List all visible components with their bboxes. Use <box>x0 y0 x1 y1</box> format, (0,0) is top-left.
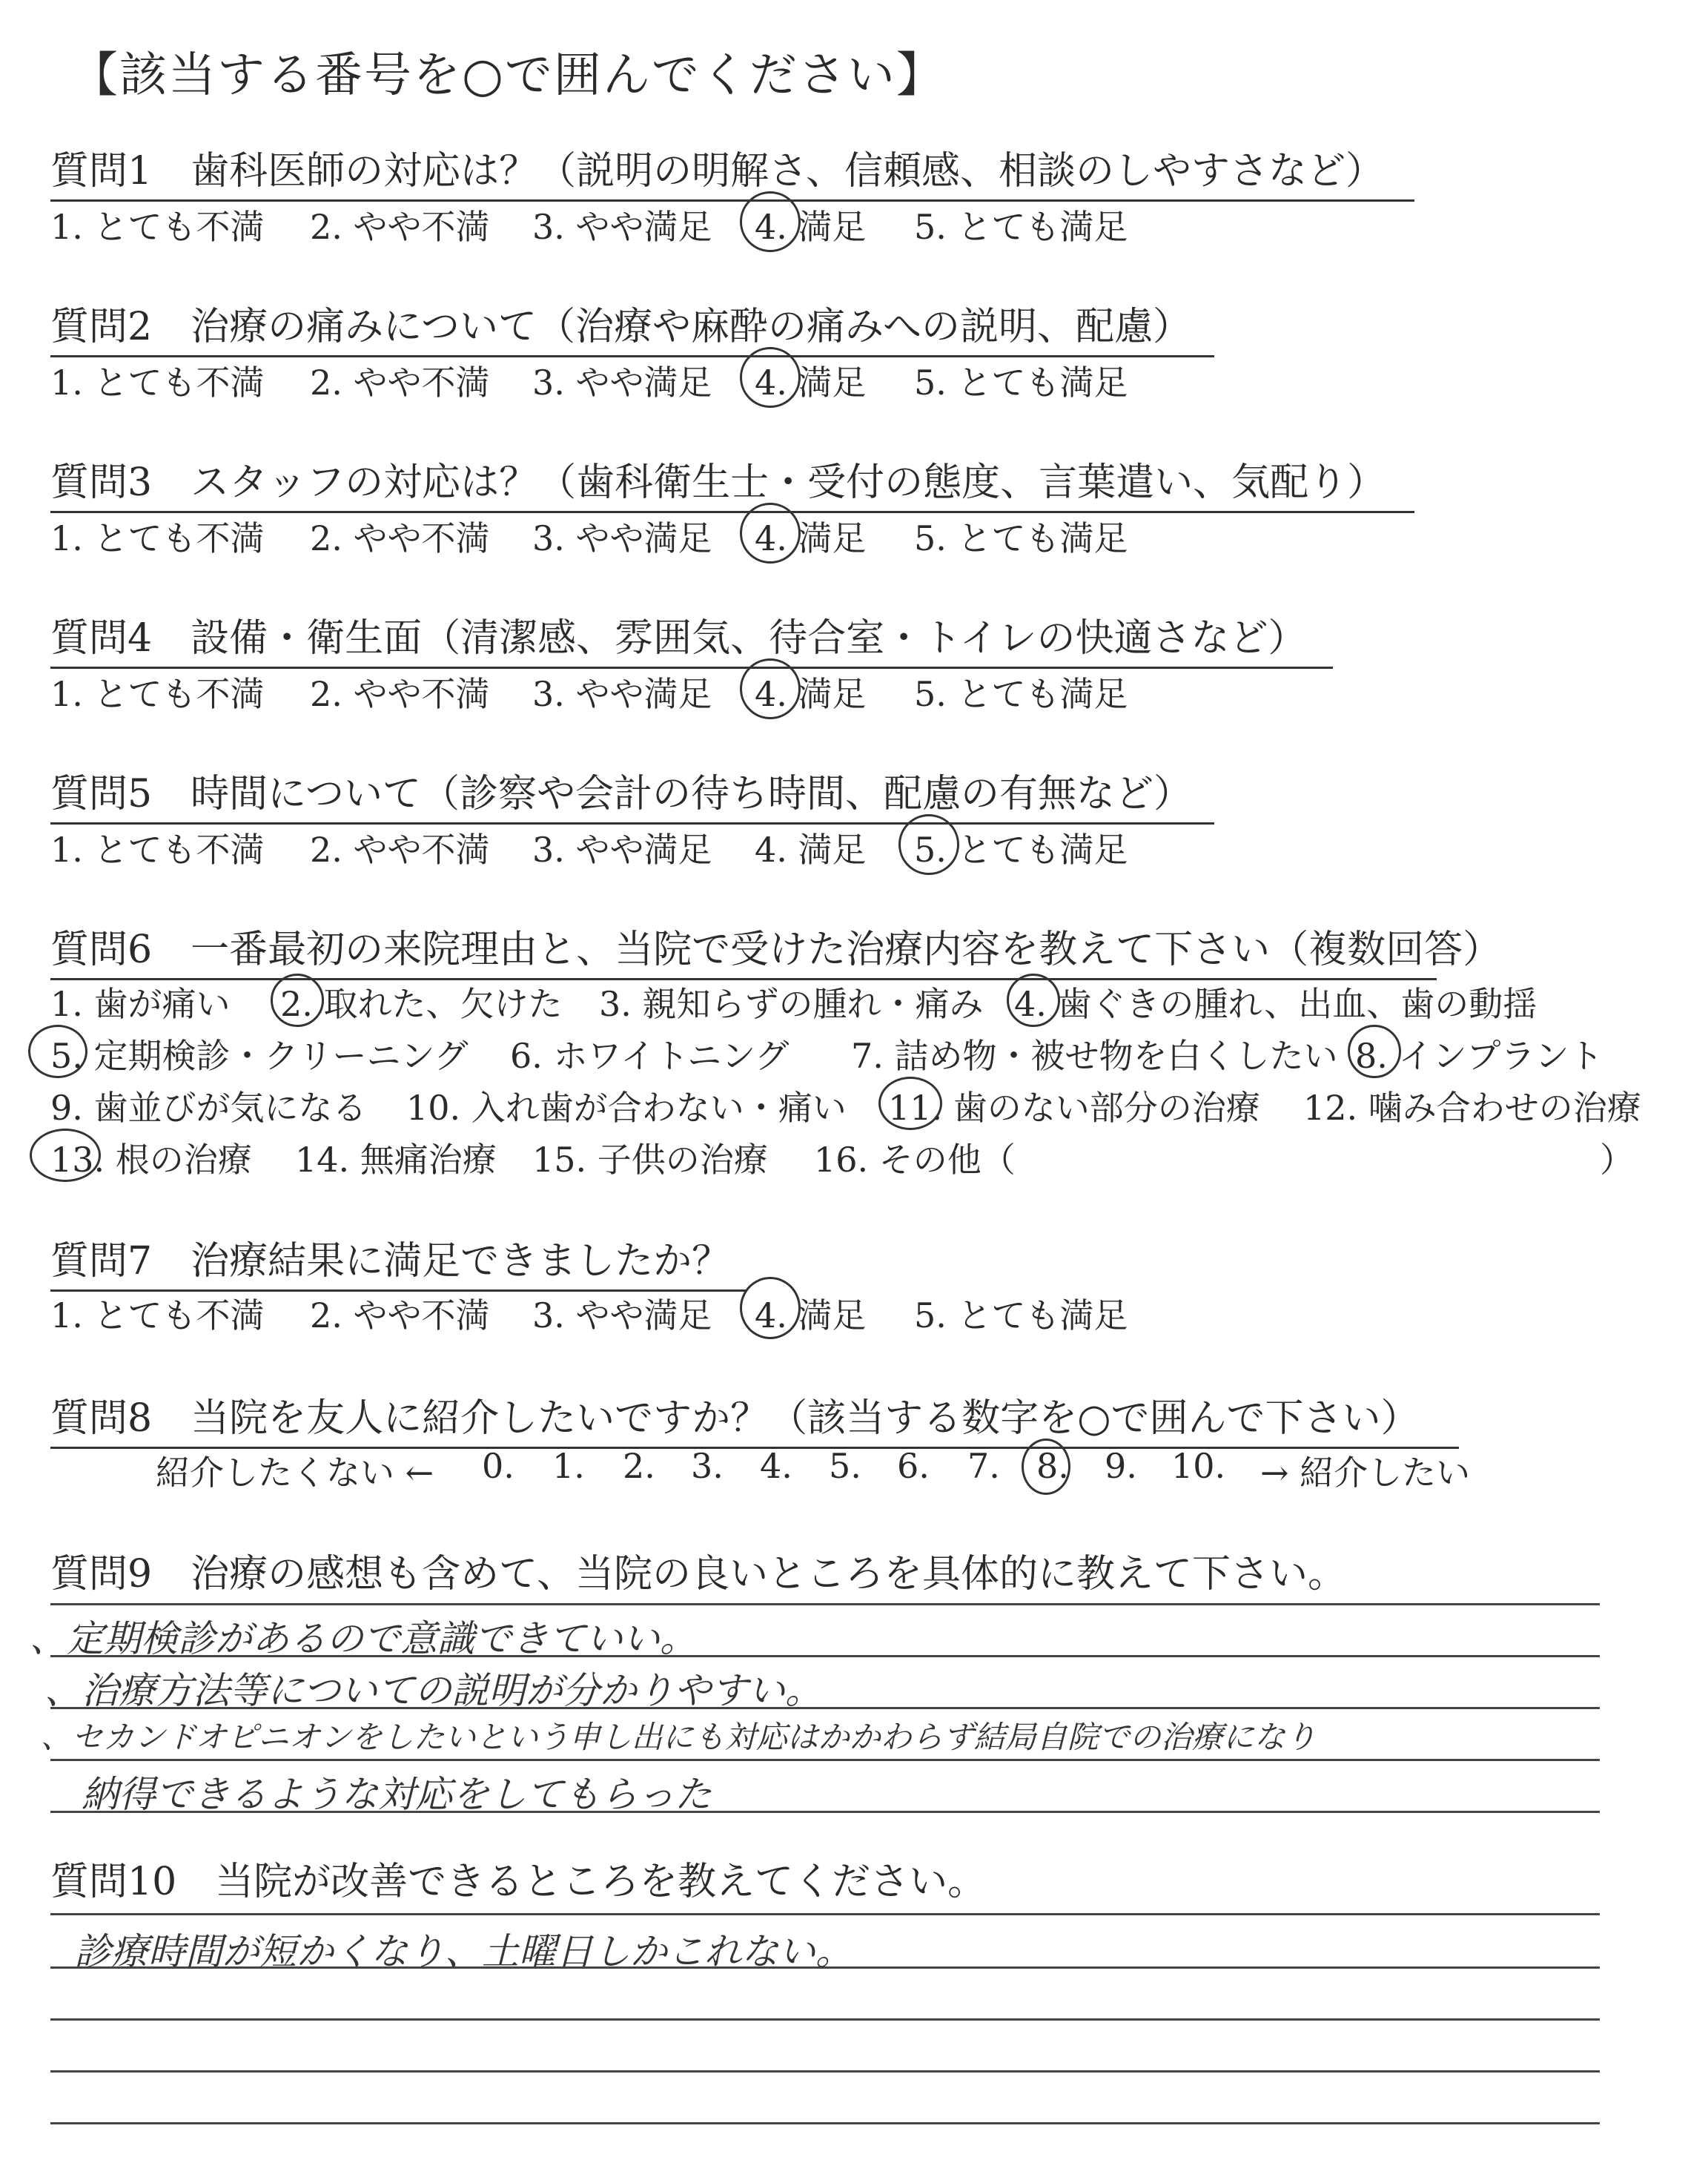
q3-option-5[interactable]: 5. とても満足 <box>914 518 1128 558</box>
q6-option-8[interactable]: 8. インプラント <box>1355 1036 1603 1076</box>
q2-option-2[interactable]: 2. やや不満 <box>310 363 490 403</box>
q6-answer-circle-11 <box>878 1077 942 1130</box>
question-1-label: 質問1 歯科医師の対応は？（説明の明解さ、信頼感、相談のしやすさなど） <box>50 139 1414 202</box>
q9-rule-1 <box>50 1603 1600 1605</box>
q4-option-3[interactable]: 3. やや満足 <box>532 674 712 714</box>
question-4-label: 質問4 設備・衛生面（清潔感、雰囲気、待合室・トイレの快適さなど） <box>50 607 1333 669</box>
q10-rule-3 <box>50 2018 1600 2021</box>
q9-rule-4 <box>50 1759 1600 1761</box>
q3-option-3[interactable]: 3. やや満足 <box>532 518 712 558</box>
q6-option-12[interactable]: 12. 噛み合わせの治療 <box>1303 1088 1641 1128</box>
q1-option-2[interactable]: 2. やや不満 <box>310 207 490 247</box>
q6-option-5[interactable]: 5. 定期検診・クリーニング <box>50 1036 469 1076</box>
question-8-scale <box>156 1446 1490 1493</box>
q6-answer-circle-4 <box>1007 974 1060 1027</box>
q5-option-5[interactable]: 5. とても満足 <box>914 830 1128 870</box>
question-8-label: 質問8 当院を友人に紹介したいですか？（該当する数字を○で囲んで下さい） <box>50 1387 1459 1449</box>
q8-scale-0[interactable]: 0. <box>482 1446 514 1486</box>
q6-option-1[interactable]: 1. 歯が痛い <box>50 984 231 1024</box>
q6-option-16[interactable]: 16. その他（ <box>814 1140 1016 1180</box>
q8-scale-8[interactable]: 8. <box>1036 1446 1069 1486</box>
q5-option-3[interactable]: 3. やや満足 <box>532 830 712 870</box>
q6-option-14[interactable]: 14. 無痛治療 <box>295 1140 497 1180</box>
q1-option-4[interactable]: 4. 満足 <box>755 207 867 247</box>
question-6-row-3 <box>50 1081 1666 1126</box>
q8-scale-1[interactable]: 1. <box>552 1446 585 1486</box>
q4-answer-circle <box>740 658 801 719</box>
q4-option-5[interactable]: 5. とても満足 <box>914 674 1128 714</box>
q8-scale-2[interactable]: 2. <box>623 1446 655 1486</box>
q6-option-9[interactable]: 9. 歯並びが気になる <box>50 1088 367 1128</box>
q6-answer-circle-8 <box>1348 1025 1401 1078</box>
q1-option-1[interactable]: 1. とても不満 <box>50 207 265 247</box>
q7-answer-circle <box>740 1277 801 1339</box>
question-1-options <box>50 200 1237 245</box>
q7-option-2[interactable]: 2. やや不満 <box>310 1295 490 1335</box>
question-9-label: 質問9 治療の感想も含めて、当院の良いところを具体的に教えて下さい。 <box>50 1552 1347 1596</box>
q4-option-1[interactable]: 1. とても不満 <box>50 674 265 714</box>
q3-option-2[interactable]: 2. やや不満 <box>310 518 490 558</box>
q7-option-3[interactable]: 3. やや満足 <box>532 1295 712 1335</box>
q9-answer-line-4: 納得できるような対応をしてもらった <box>82 1773 712 1816</box>
question-7-options <box>50 1289 1237 1333</box>
q8-scale-9[interactable]: 9. <box>1105 1446 1137 1486</box>
q6-answer-circle-5 <box>28 1025 87 1078</box>
q4-option-2[interactable]: 2. やや不満 <box>310 674 490 714</box>
question-10-label: 質問10 当院が改善できるところを教えてください。 <box>50 1860 987 1904</box>
q10-answer-line-1: 診療時間が短かくなり、土曜日しかこれない。 <box>74 1930 853 1973</box>
q6-option-10[interactable]: 10. 入れ歯が合わない・痛い <box>406 1088 847 1128</box>
q3-answer-circle <box>740 503 801 564</box>
q6-option-2[interactable]: 2. 取れた、欠けた <box>280 984 563 1024</box>
q10-rule-4 <box>50 2070 1600 2073</box>
q10-rule-5 <box>50 2122 1600 2124</box>
q6-answer-circle-13 <box>30 1129 101 1182</box>
question-2-label: 質問2 治療の痛みについて（治療や麻酔の痛みへの説明、配慮） <box>50 295 1214 357</box>
q7-option-4[interactable]: 4. 満足 <box>755 1295 867 1335</box>
question-3-label: 質問3 スタッフの対応は？（歯科衛生士・受付の態度、言葉遣い、気配り） <box>50 451 1414 513</box>
q6-option-3[interactable]: 3. 親知らずの腫れ・痛み <box>599 984 984 1024</box>
q7-option-5[interactable]: 5. とても満足 <box>914 1295 1128 1335</box>
q5-option-1[interactable]: 1. とても不満 <box>50 830 265 870</box>
question-4-options <box>50 667 1237 712</box>
question-6-row-4 <box>50 1133 1666 1178</box>
q8-scale-6[interactable]: 6. <box>897 1446 930 1486</box>
q7-option-1[interactable]: 1. とても不満 <box>50 1295 265 1335</box>
q6-option-7[interactable]: 7. 詰め物・被せ物を白くしたい <box>851 1036 1338 1076</box>
q5-option-2[interactable]: 2. やや不満 <box>310 830 490 870</box>
q2-option-1[interactable]: 1. とても不満 <box>50 363 265 403</box>
question-6-row-2 <box>50 1029 1666 1074</box>
q6-other-close-paren: ） <box>1600 1140 1634 1180</box>
q8-answer-circle <box>1022 1439 1070 1495</box>
q6-option-4[interactable]: 4. 歯ぐきの腫れ、出血、歯の動揺 <box>1014 984 1537 1024</box>
question-3-options <box>50 512 1237 556</box>
q8-scale-4[interactable]: 4. <box>760 1446 792 1486</box>
q8-right-label: → 紹介したい <box>1260 1453 1471 1493</box>
q6-answer-circle-2 <box>271 974 324 1027</box>
q1-option-5[interactable]: 5. とても満足 <box>914 207 1128 247</box>
q6-option-15[interactable]: 15. 子供の治療 <box>532 1140 768 1180</box>
q5-answer-circle <box>898 814 959 875</box>
q2-option-4[interactable]: 4. 満足 <box>755 363 867 403</box>
question-5-label: 質問5 時間について（診察や会計の待ち時間、配慮の有無など） <box>50 762 1214 825</box>
q3-option-4[interactable]: 4. 満足 <box>755 518 867 558</box>
q8-scale-5[interactable]: 5. <box>829 1446 861 1486</box>
q8-left-label: 紹介したくない ← <box>156 1453 434 1493</box>
q4-option-4[interactable]: 4. 満足 <box>755 674 867 714</box>
q9-answer-line-3: 、セカンドオピニオンをしたいという申し出にも対応はかかわらず結局自院での治療になり <box>41 1719 1317 1755</box>
q10-rule-1 <box>50 1913 1600 1915</box>
q9-answer-line-2: 、治療方法等についての説明が分かりやすい。 <box>44 1669 822 1712</box>
q6-option-6[interactable]: 6. ホワイトニング <box>510 1036 790 1076</box>
q5-option-4[interactable]: 4. 満足 <box>755 830 867 870</box>
q8-scale-7[interactable]: 7. <box>967 1446 1000 1486</box>
q2-option-3[interactable]: 3. やや満足 <box>532 363 712 403</box>
question-6-label: 質問6 一番最初の来院理由と、当院で受けた治療内容を教えて下さい（複数回答） <box>50 918 1437 980</box>
q2-answer-circle <box>740 347 801 408</box>
q3-option-1[interactable]: 1. とても不満 <box>50 518 265 558</box>
question-7-label: 質問7 治療結果に満足できましたか？ <box>50 1229 747 1292</box>
q6-option-13[interactable]: 13. 根の治療 <box>50 1140 252 1180</box>
page-title: 【該当する番号を○で囲んでください】 <box>70 48 945 103</box>
q9-answer-line-1: 、定期検診があるので意識できていい。 <box>30 1617 697 1660</box>
q1-option-3[interactable]: 3. やや満足 <box>532 207 712 247</box>
q6-option-11[interactable]: 11. 歯のない部分の治療 <box>888 1088 1260 1128</box>
q1-answer-circle <box>740 191 801 252</box>
q8-scale-10[interactable]: 10. <box>1171 1446 1226 1486</box>
q8-scale-3[interactable]: 3. <box>691 1446 724 1486</box>
question-2-options <box>50 356 1237 403</box>
q2-option-5[interactable]: 5. とても満足 <box>914 363 1128 403</box>
question-5-options <box>50 823 1237 868</box>
